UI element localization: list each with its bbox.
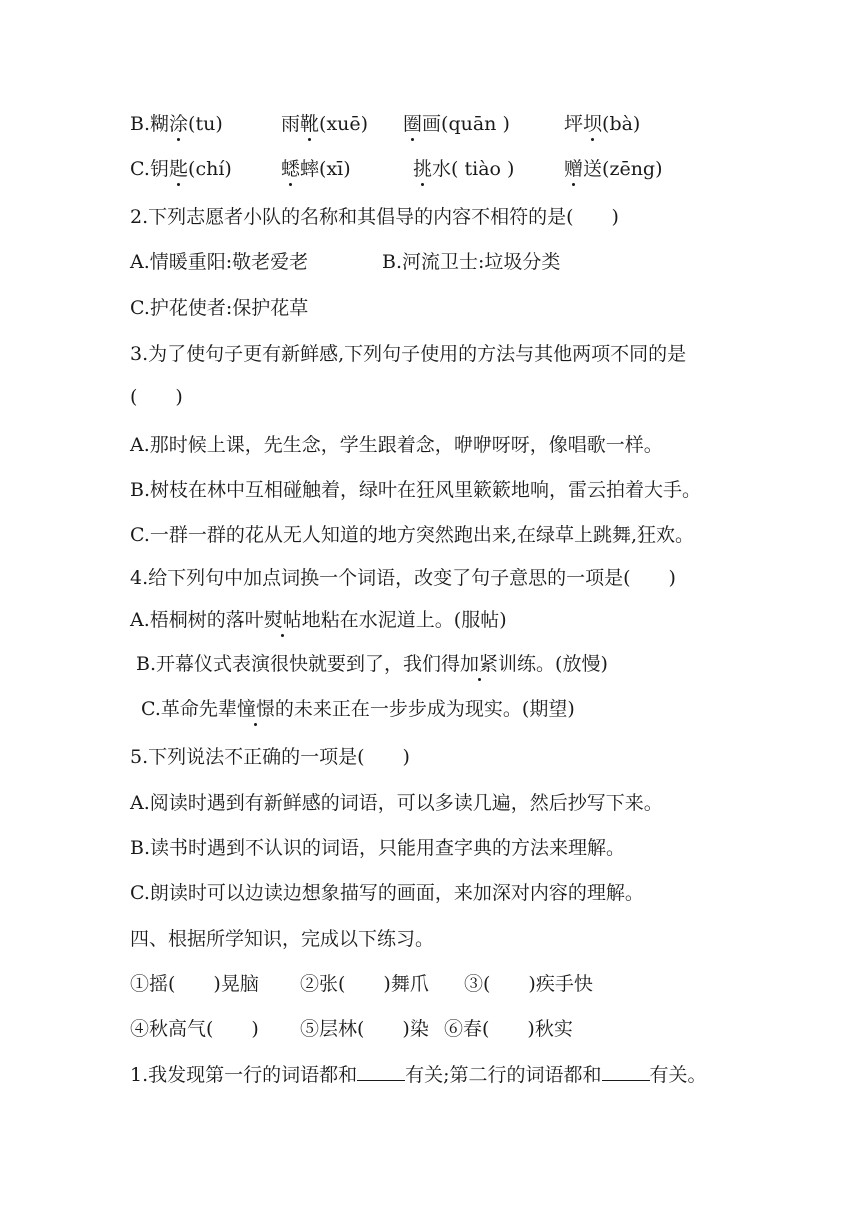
word-item: 赠送(zēng) [564, 158, 663, 180]
pinyin: (tu) [188, 113, 223, 135]
pinyin: (bà) [602, 113, 641, 135]
dotted-char: 蟋 [281, 158, 301, 180]
pinyin: (xī) [319, 158, 351, 180]
dotted-char: 涂 [169, 113, 189, 135]
dotted-char: 赠 [564, 158, 584, 180]
word-item: 雨靴(xuē) [281, 113, 369, 135]
q2-option-b: B.河流卫士:垃圾分类 [382, 251, 561, 273]
dotted-char: 匙 [169, 158, 189, 180]
fill-blank-1[interactable] [357, 1062, 405, 1081]
section4-title: 四、根据所学知识，完成以下练习。 [130, 928, 435, 950]
q4-option-c: C.革命先辈憧憬的未来正在一步步成为现实。(期望) [141, 698, 575, 720]
word-item: 糊涂(tu) [150, 113, 223, 135]
q5-option-a: A.阅读时遇到有新鲜感的词语，可以多读几遍，然后抄写下来。 [130, 792, 663, 814]
idiom-item: ③( )疾手快 [464, 973, 593, 995]
q5-option-b: B.读书时遇到不认识的词语，只能用查字典的方法来理解。 [130, 837, 626, 859]
pinyin: ( tiào ) [451, 158, 515, 180]
q2-stem: 2.下列志愿者小队的名称和其倡导的内容不相符的是( ) [130, 206, 619, 228]
word-item: 钥匙(chí) [150, 158, 232, 180]
dotted-char: 圈 [403, 113, 423, 135]
q5-option-c: C.朗读时可以边读边想象描写的画面，来加深对内容的理解。 [130, 882, 644, 904]
q5-stem: 5.下列说法不正确的一项是( ) [130, 746, 410, 768]
pinyin: (chí) [188, 158, 232, 180]
idiom-item: ⑤层林( )染 [300, 1018, 429, 1040]
word-item: 挑水( tiào ) [413, 158, 515, 180]
q3-stem: 3.为了使句子更有新鲜感,下列句子使用的方法与其他两项不同的是 [130, 343, 687, 365]
q3-answer-paren: ( ) [130, 386, 183, 408]
word-item: 圈画(quān ) [403, 113, 510, 135]
idiom-item: ⑥春( )秋实 [444, 1018, 573, 1040]
dotted-word: 憧憬 [236, 698, 275, 720]
q2-option-c: C.护花使者:保护花草 [130, 297, 309, 319]
dotted-word: 熨帖 [263, 609, 302, 631]
dotted-char: 靴 [300, 113, 320, 135]
q3-option-a: A.那时候上课，先生念，学生跟着念，咿咿呀呀，像唱歌一样。 [130, 434, 663, 456]
option-label: C. [130, 158, 150, 180]
dotted-word: 加紧 [460, 653, 499, 675]
pinyin: (zēng) [602, 158, 663, 180]
idiom-item: ④秋高气( ) [130, 1018, 259, 1040]
q4-option-a: A.梧桐树的落叶熨帖地粘在水泥道上。(服帖) [130, 609, 507, 631]
q3-option-b: B.树枝在林中互相碰触着，绿叶在狂风里簌簌地响，雷云拍着大手。 [130, 479, 702, 501]
fill-blank-2[interactable] [602, 1062, 650, 1081]
q4-stem: 4.给下列句中加点词换一个词语，改变了句子意思的一项是( ) [130, 567, 676, 589]
idiom-item: ①摇( )晃脑 [130, 973, 259, 995]
word-item: 蟋蟀(xī) [281, 158, 351, 180]
pinyin: (quān ) [441, 113, 510, 135]
option-label: B. [130, 113, 151, 135]
idiom-item: ②张( )舞爪 [300, 973, 429, 995]
section4-q1: 1.我发现第一行的词语都和 有关;第二行的词语都和 有关。 [130, 1064, 707, 1086]
dotted-char: 挑 [413, 158, 433, 180]
pinyin: (xuē) [319, 113, 369, 135]
q3-option-c: C.一群一群的花从无人知道的地方突然跑出来,在绿草上跳舞,狂欢。 [130, 524, 694, 546]
q4-option-b: B.开幕仪式表演很快就要到了，我们得加紧训练。(放慢) [136, 653, 608, 675]
q2-option-a: A.情暖重阳:敬老爱老 [130, 251, 309, 273]
word-item: 坪坝(bà) [564, 113, 641, 135]
dotted-char: 坝 [583, 113, 603, 135]
